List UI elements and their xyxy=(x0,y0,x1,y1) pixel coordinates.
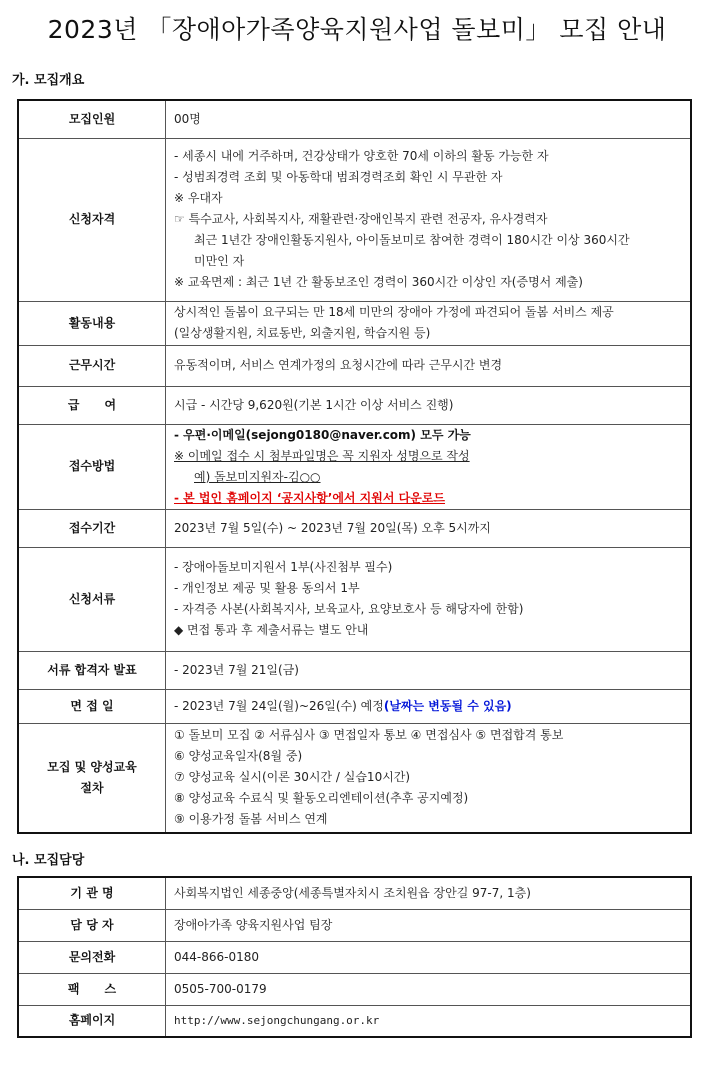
documents-line: ◆ 면접 통과 후 제출서류는 별도 안내 xyxy=(174,623,369,637)
label-organization: 기 관 명 xyxy=(18,877,166,909)
row-homepage xyxy=(18,1005,691,1037)
qualification-line: ☞ 특수교사, 사회복지사, 재활관련·장애인복지 관련 전공자, 유사경력자 xyxy=(174,212,548,226)
row-manager xyxy=(18,909,691,941)
qualification-line: - 성범죄경력 조회 및 아동학대 범죄경력조회 확인 시 무관한 자 xyxy=(174,170,503,184)
row-work-hours xyxy=(18,345,691,386)
label-homepage: 홈페이지 xyxy=(18,1005,166,1037)
method-line-homepage: - 본 법인 홈페이지 ‘공지사항’에서 지원서 다운로드 xyxy=(174,490,446,505)
row-qualification xyxy=(18,138,691,301)
value-doc-result: - 2023년 7월 21일(금) xyxy=(166,651,692,689)
overview-table xyxy=(17,99,692,834)
row-organization xyxy=(18,877,691,909)
interview-note: (날짜는 변동될 수 있음) xyxy=(383,698,512,713)
value-work-hours: 유동적이며, 서비스 연계가정의 요청시간에 따라 근무시간 변경 xyxy=(166,345,692,386)
row-period xyxy=(18,509,691,547)
page-title: 2023년 「장애아가족양육지원사업 돌보미」 모집 안내 xyxy=(47,15,667,44)
value-organization: 사회복지법인 세종중앙(세종특별자치시 조치원읍 장안길 97-7, 1층) xyxy=(166,877,692,909)
value-salary: 시급 - 시간당 9,620원(기본 1시간 이상 서비스 진행) xyxy=(166,386,692,424)
label-interview: 면 접 일 xyxy=(18,689,166,723)
label-activity: 활동내용 xyxy=(18,301,166,345)
value-activity xyxy=(166,301,692,345)
procedure-line: ① 돌보미 모집 ② 서류심사 ③ 면접일자 통보 ④ 면접심사 ⑤ 면접합격 통보 xyxy=(174,728,564,743)
value-homepage[interactable]: http://www.sejongchungang.or.kr xyxy=(166,1005,692,1037)
label-recruit-count: 모집인원 xyxy=(18,100,166,138)
row-recruit-count xyxy=(18,100,691,138)
value-method xyxy=(166,424,692,509)
row-phone xyxy=(18,941,691,973)
documents-line: - 개인정보 제공 및 활용 동의서 1부 xyxy=(174,581,360,595)
label-qualification: 신청자격 xyxy=(18,138,166,301)
section-heading-contact: 나. 모집담당 xyxy=(12,853,85,868)
qualification-line: - 세종시 내에 거주하며, 건강상태가 양호한 70세 이하의 활동 가능한 자 xyxy=(174,149,549,163)
value-manager: 장애아가족 양육지원사업 팀장 xyxy=(166,909,692,941)
row-method xyxy=(18,424,691,509)
label-procedure xyxy=(18,723,166,833)
procedure-line: ⑨ 이용가정 돌봄 서비스 연계 xyxy=(174,812,328,827)
qualification-line: 미만인 자 xyxy=(194,254,245,268)
contact-table xyxy=(17,876,692,1038)
row-doc-result xyxy=(18,651,691,689)
value-phone: 044-866-0180 xyxy=(166,941,692,973)
procedure-line: ⑦ 양성교육 실시(이론 30시간 / 실습10시간) xyxy=(174,770,411,785)
value-interview xyxy=(166,689,692,723)
procedure-line: ⑥ 양성교육일자(8월 중) xyxy=(174,749,303,764)
method-line-filename: ※ 이메일 접수 시 첨부파일명은 꼭 지원자 성명으로 작성 xyxy=(174,448,470,463)
method-line-email: - 우편·이메일(sejong0180@naver.com) 모두 가능 xyxy=(174,427,471,442)
label-manager: 담 당 자 xyxy=(18,909,166,941)
qualification-line: 최근 1년간 장애인활동지원사, 아이돌보미로 참여한 경력이 180시간 이상 360시간 xyxy=(194,233,630,247)
label-method: 접수방법 xyxy=(18,424,166,509)
documents-line: - 자격증 사본(사회복지사, 보육교사, 요양보호사 등 해당자에 한함) xyxy=(174,602,524,616)
row-interview xyxy=(18,689,691,723)
activity-line: (일상생활지원, 치료동반, 외출지원, 학습지원 등) xyxy=(174,326,431,340)
qualification-line: ※ 우대자 xyxy=(174,191,223,205)
label-period: 접수기간 xyxy=(18,509,166,547)
label-procedure-line1: 모집 및 양성교육 xyxy=(47,759,137,774)
label-salary: 급 여 xyxy=(18,386,166,424)
method-line-example: 예) 돌보미지원자-김○○ xyxy=(194,469,321,484)
label-documents: 신청서류 xyxy=(18,547,166,651)
documents-line: - 장애아돌보미지원서 1부(사진첨부 필수) xyxy=(174,560,393,574)
value-procedure xyxy=(166,723,692,833)
qualification-line: ※ 교육면제 : 최근 1년 간 활동보조인 경력이 360시간 이상인 자(증명서 제출) xyxy=(174,275,583,289)
value-fax: 0505-700-0179 xyxy=(166,973,692,1005)
value-period: 2023년 7월 5일(수) ~ 2023년 7월 20일(목) 오후 5시까지 xyxy=(166,509,692,547)
row-fax xyxy=(18,973,691,1005)
value-qualification xyxy=(166,138,692,301)
label-fax: 팩 스 xyxy=(18,973,166,1005)
label-doc-result: 서류 합격자 발표 xyxy=(18,651,166,689)
row-procedure xyxy=(18,723,691,833)
row-activity xyxy=(18,301,691,345)
activity-line: 상시적인 돌봄이 요구되는 만 18세 미만의 장애아 가정에 파견되어 돌봄 서비스 제공 xyxy=(174,305,614,319)
row-documents xyxy=(18,547,691,651)
section-heading-overview: 가. 모집개요 xyxy=(12,73,85,88)
interview-dates: - 2023년 7월 24일(월)~26일(수) 예정 xyxy=(174,698,384,713)
label-procedure-line2: 절차 xyxy=(80,780,104,795)
procedure-line: ⑧ 양성교육 수료식 및 활동오리엔테이션(추후 공지예정) xyxy=(174,791,469,806)
label-phone: 문의전화 xyxy=(18,941,166,973)
row-salary xyxy=(18,386,691,424)
value-documents xyxy=(166,547,692,651)
label-work-hours: 근무시간 xyxy=(18,345,166,386)
value-recruit-count: 00명 xyxy=(166,100,692,138)
